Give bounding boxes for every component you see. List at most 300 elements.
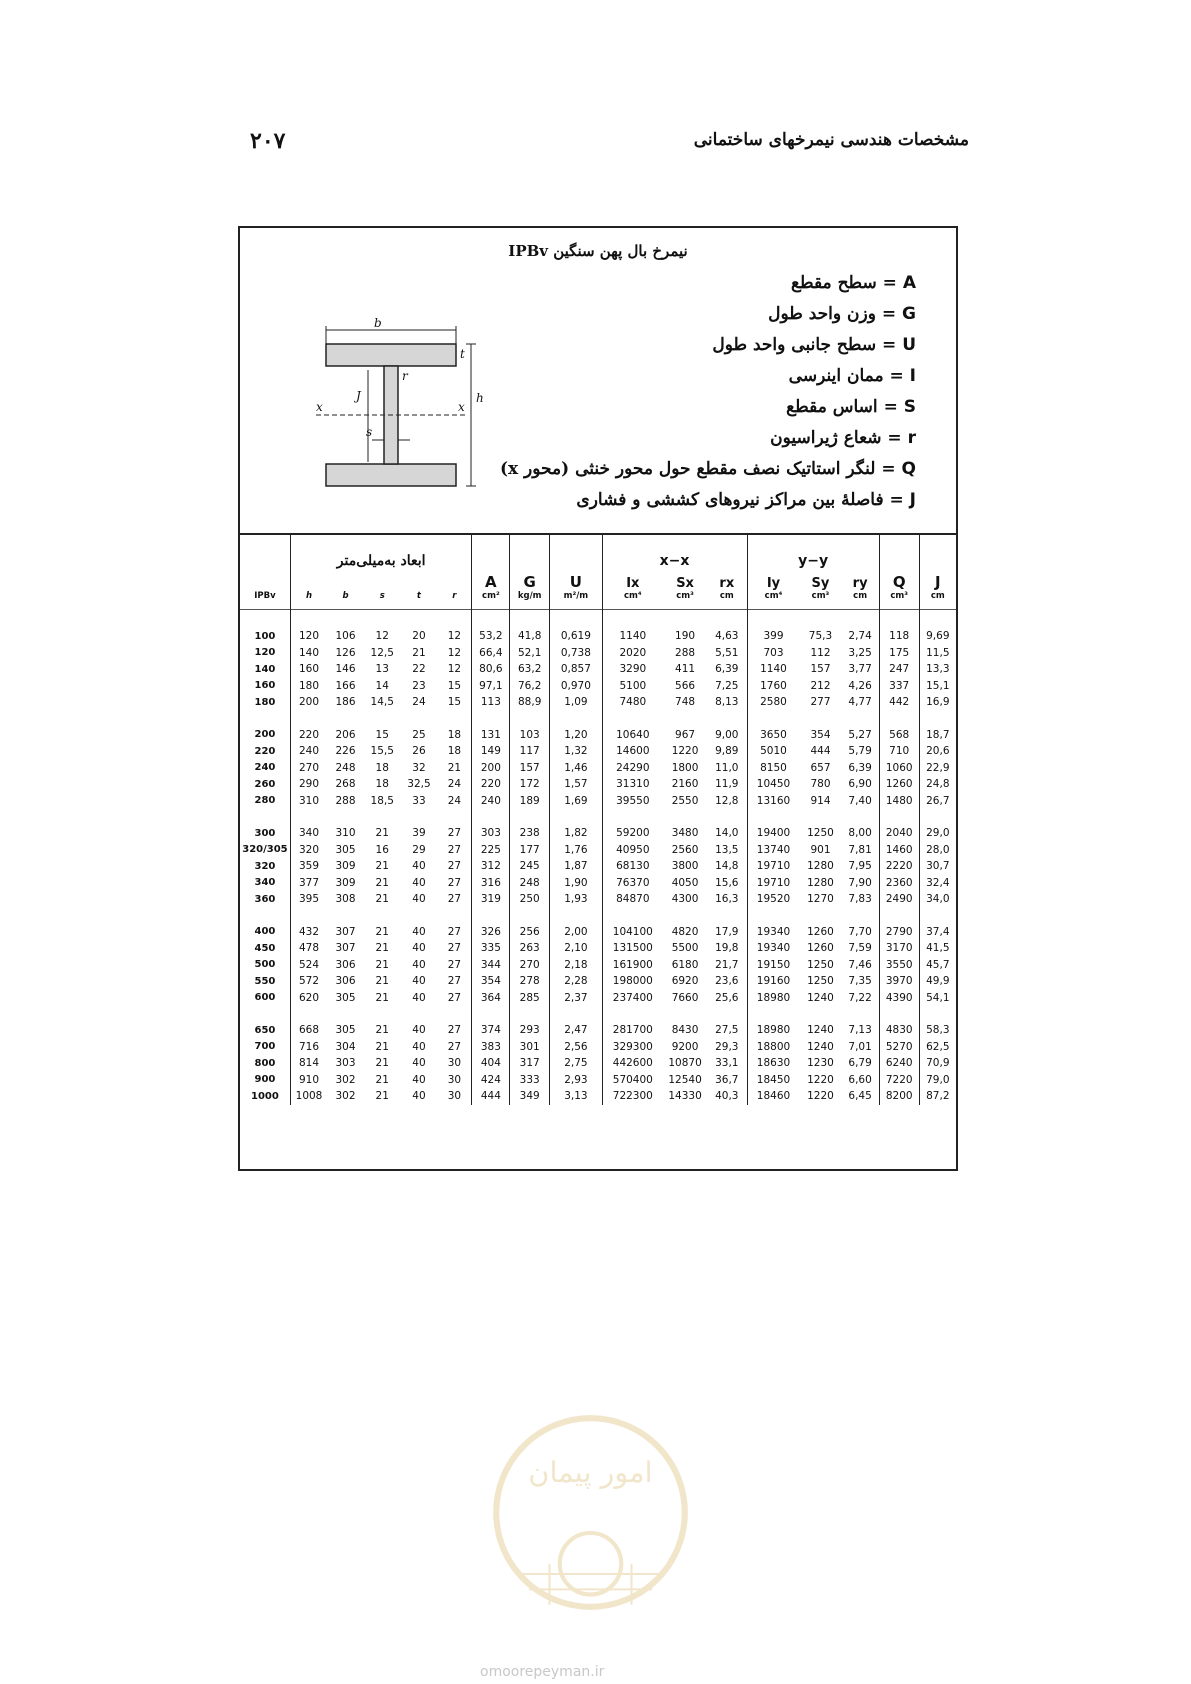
table-cell: 18800 [747, 1039, 799, 1056]
table-cell: 309 [335, 860, 356, 873]
table-row [240, 760, 956, 777]
profile-name-cell: 800 [254, 1057, 276, 1069]
table-cell: 310 [335, 827, 356, 840]
table-cell: 1140 [747, 661, 799, 678]
spacer-cell [663, 610, 707, 629]
table-cell [841, 711, 879, 727]
table-cell: 5010 [747, 743, 799, 760]
table-cell: 399 [747, 628, 799, 645]
table-cell: 30 [447, 1090, 462, 1103]
table-cell: 13740 [747, 842, 799, 859]
table-cell: 19340 [747, 940, 799, 957]
table-cell: 29,3 [715, 1040, 739, 1053]
table-cell: 442 [879, 694, 919, 711]
table-row [240, 825, 956, 842]
table-cell: 76370 [602, 875, 663, 892]
table-cell: 112 [810, 646, 831, 659]
table-cell: 1220 [671, 745, 699, 758]
unit-sy: cm³ [811, 591, 830, 601]
spacer-cell [437, 610, 472, 629]
table-cell: 1,20 [550, 727, 602, 744]
table-cell: 20,6 [919, 743, 956, 760]
table-cell: 80,6 [472, 661, 510, 678]
table-row [240, 793, 956, 810]
unit-j: cm [919, 591, 956, 610]
table-cell: 703 [747, 645, 799, 662]
table-cell [472, 809, 510, 825]
table-cell [510, 1006, 550, 1022]
table-cell: 2,00 [550, 924, 602, 941]
table-cell: 16 [375, 843, 389, 856]
table-cell: 18450 [747, 1072, 799, 1089]
table-cell: 40,3 [715, 1090, 739, 1103]
table-cell: 312 [472, 858, 510, 875]
table-cell: 3290 [602, 661, 663, 678]
spacer-cell [879, 610, 919, 629]
table-cell: 12540 [668, 1073, 702, 1086]
table-cell: 40 [412, 991, 426, 1004]
table-cell [707, 908, 747, 924]
table-cell: 2360 [879, 875, 919, 892]
table-cell: 7480 [602, 694, 663, 711]
table-cell [747, 809, 799, 825]
table-cell: 177 [510, 842, 550, 859]
legend-equals: = [876, 273, 903, 293]
table-cell: 288 [675, 646, 696, 659]
table-cell: 8,13 [715, 696, 739, 709]
table-cell [841, 908, 879, 924]
table-cell [550, 908, 602, 924]
legend-item [500, 392, 916, 423]
table-cell: 306 [335, 958, 356, 971]
table-cell: 41,8 [510, 628, 550, 645]
table-cell: 2020 [602, 645, 663, 662]
profile-name-cell: 320/305 [242, 844, 288, 856]
profile-name-cell: 650 [254, 1024, 276, 1036]
table-cell [747, 908, 799, 924]
table-cell [707, 809, 747, 825]
table-cell: 1,46 [550, 760, 602, 777]
table-cell: 37,4 [919, 924, 956, 941]
table-cell: 6,79 [848, 1057, 872, 1070]
table-cell: 1,32 [550, 743, 602, 760]
table-cell [841, 809, 879, 825]
table-cell: 9,89 [715, 745, 739, 758]
legend-title: نیمرخ بال پهن سنگین IPBv [508, 242, 688, 260]
table-cell: 307 [335, 925, 356, 938]
table-cell: 6,60 [848, 1073, 872, 1086]
profile-name-cell: 200 [254, 729, 276, 741]
col-g-header: G [510, 533, 550, 591]
table-row [240, 661, 956, 678]
table-cell: 1140 [602, 628, 663, 645]
table-cell: 70,9 [919, 1055, 956, 1072]
table-cell [663, 809, 707, 825]
table-cell: 1,82 [550, 825, 602, 842]
table-cell: 21 [375, 991, 389, 1004]
table-cell: 76,2 [510, 678, 550, 695]
table-row [240, 1072, 956, 1089]
table-cell: 1460 [879, 842, 919, 859]
table-cell: 1480 [879, 793, 919, 810]
table-cell: 58,3 [919, 1022, 956, 1039]
table-row [240, 628, 956, 645]
table-cell: 2,28 [550, 973, 602, 990]
table-cell: 1230 [807, 1057, 834, 1070]
table-cell: 293 [510, 1022, 550, 1039]
table-cell: 54,1 [919, 990, 956, 1007]
table-cell: 27,5 [715, 1024, 739, 1037]
legend-equals: = [877, 397, 904, 417]
table-cell: 27 [447, 827, 462, 840]
yy-group-header: y−y [747, 533, 879, 569]
table-cell: 7,13 [848, 1024, 872, 1037]
table-cell: 270 [290, 760, 327, 777]
spacer-cell [364, 610, 401, 629]
table-cell: 15,6 [715, 876, 739, 889]
table-cell [437, 809, 472, 825]
table-cell: 5500 [671, 942, 699, 955]
table-cell: 1280 [807, 860, 834, 873]
legend-symbol: G [902, 304, 916, 324]
table-cell: 237400 [602, 990, 663, 1007]
table-cell: 0,738 [550, 645, 602, 662]
table-cell: 21,7 [715, 958, 739, 971]
table-cell: 24 [447, 778, 462, 791]
table-cell [663, 711, 707, 727]
table-cell: 22 [412, 663, 426, 676]
profile-name-cell [240, 809, 290, 825]
table-cell: 7,40 [848, 794, 872, 807]
table-row [240, 645, 956, 662]
table-cell: 317 [510, 1055, 550, 1072]
unit-ry: cm [853, 591, 868, 601]
table-cell: 32,4 [919, 875, 956, 892]
legend-item [500, 485, 916, 516]
table-cell: 40 [412, 860, 426, 873]
i-beam-diagram [316, 316, 496, 506]
spacer-cell [327, 610, 364, 629]
table-cell: 2,10 [550, 940, 602, 957]
table-cell: 304 [335, 1040, 356, 1053]
table-cell: 52,1 [510, 645, 550, 662]
diagram-label-x: x [316, 400, 323, 414]
table-gap-row [240, 1006, 956, 1022]
table-cell: 288 [335, 794, 356, 807]
legend-equals: = [881, 428, 908, 448]
table-cell: 131 [472, 727, 510, 744]
table-row [240, 678, 956, 695]
table-cell: 1270 [807, 893, 834, 906]
table-cell: 113 [472, 694, 510, 711]
table-cell: 302 [335, 1090, 356, 1103]
table-cell: 9,69 [919, 628, 956, 645]
spacer-cell [602, 610, 663, 629]
table-cell: 30,7 [919, 858, 956, 875]
legend-text: سطح جانبی واحد طول [712, 335, 877, 355]
table-cell [663, 1006, 707, 1022]
table-cell: 225 [472, 842, 510, 859]
table-cell: 11,9 [715, 778, 739, 791]
table-cell: 2,47 [550, 1022, 602, 1039]
table-cell: 10450 [747, 776, 799, 793]
table-cell [364, 908, 401, 924]
legend-symbol: S [903, 397, 916, 417]
table-cell: 7,70 [848, 925, 872, 938]
table-cell: 12,8 [715, 794, 739, 807]
table-cell: 172 [510, 776, 550, 793]
table-cell: 247 [879, 661, 919, 678]
table-cell: 716 [290, 1039, 327, 1056]
legend-item [500, 268, 916, 299]
table-cell: 910 [290, 1072, 327, 1089]
legend-text: فاصلهٔ بین مراکز نیروهای کششی و فشاری [576, 490, 884, 510]
profile-name-cell: 700 [254, 1041, 276, 1053]
table-cell: 7,90 [848, 876, 872, 889]
table-cell: 200 [472, 760, 510, 777]
legend-list [500, 268, 916, 516]
table-cell: 20 [412, 630, 426, 643]
table-cell [747, 1006, 799, 1022]
table-cell: 301 [510, 1039, 550, 1056]
table-cell: 3970 [879, 973, 919, 990]
table-cell: 49,9 [919, 973, 956, 990]
spacer-cell [240, 610, 290, 629]
table-cell: 21 [375, 1057, 389, 1070]
unit-q: cm³ [879, 591, 919, 610]
table-cell [550, 809, 602, 825]
table-cell: 18,5 [370, 794, 394, 807]
table-cell [879, 1006, 919, 1022]
table-cell: 13 [375, 663, 389, 676]
table-cell: 75,3 [808, 630, 833, 643]
table-cell: 21 [412, 646, 426, 659]
unit-g: kg/m [510, 591, 550, 610]
table-cell: 1220 [807, 1090, 834, 1103]
table-cell [472, 711, 510, 727]
table-cell: 337 [879, 678, 919, 695]
legend-symbol: I [909, 366, 916, 386]
legend-item [500, 330, 916, 361]
table-cell: 2,75 [550, 1055, 602, 1072]
watermark-logo [488, 1410, 693, 1615]
table-cell: 22,9 [919, 760, 956, 777]
spacer-cell [919, 610, 956, 629]
table-cell: 84870 [602, 891, 663, 908]
table-cell [327, 908, 364, 924]
table-cell: 27 [447, 975, 462, 988]
table-cell: 14,0 [715, 827, 739, 840]
table-cell: 256 [510, 924, 550, 941]
table-cell: 383 [472, 1039, 510, 1056]
spacer-cell [707, 610, 747, 629]
table-cell: 1250 [807, 975, 834, 988]
table-cell: 15 [447, 679, 462, 692]
table-cell [747, 711, 799, 727]
table-cell: 568 [879, 727, 919, 744]
table-cell: 18 [447, 728, 462, 741]
table-cell: 3480 [671, 827, 699, 840]
table-cell: 103 [510, 727, 550, 744]
table-cell [472, 1006, 510, 1022]
table-cell: 39550 [602, 793, 663, 810]
table-cell: 722300 [602, 1088, 663, 1105]
table-cell [327, 809, 364, 825]
legend-equals: = [883, 366, 910, 386]
table-cell [663, 908, 707, 924]
table-cell: 33 [412, 794, 426, 807]
table-cell: 6920 [671, 975, 699, 988]
legend-item [500, 299, 916, 330]
table-cell: 349 [510, 1088, 550, 1105]
profile-name-cell: 360 [254, 893, 276, 905]
table-cell: 41,5 [919, 940, 956, 957]
table-cell [602, 908, 663, 924]
legend-text: اساس مقطع [786, 397, 878, 417]
table-cell: 9,00 [715, 728, 739, 741]
table-cell [799, 908, 841, 924]
table-cell: 14,5 [370, 696, 394, 709]
table-cell: 310 [290, 793, 327, 810]
table-cell: 7,35 [848, 975, 872, 988]
table-row [240, 891, 956, 908]
table-cell [919, 908, 956, 924]
profile-name-cell: 600 [254, 992, 276, 1004]
table-cell: 2,18 [550, 957, 602, 974]
table-row [240, 743, 956, 760]
table-cell: 63,2 [510, 661, 550, 678]
table-cell: 88,9 [510, 694, 550, 711]
table-cell: 21 [375, 925, 389, 938]
table-cell: 32,5 [407, 778, 431, 791]
legend-text: وزن واحد طول [768, 304, 876, 324]
table-cell: 657 [810, 761, 831, 774]
table-cell: 200 [290, 694, 327, 711]
table-cell: 189 [510, 793, 550, 810]
table-cell [290, 809, 327, 825]
table-cell: 12 [447, 663, 462, 676]
profile-name-cell: 550 [254, 975, 276, 987]
table-cell: 180 [290, 678, 327, 695]
table-cell: 21 [447, 761, 462, 774]
table-cell: 395 [290, 891, 327, 908]
table-cell: 14600 [602, 743, 663, 760]
legend-symbol: U [902, 335, 916, 355]
table-cell: 7,22 [848, 991, 872, 1004]
table-cell: 4,77 [848, 696, 872, 709]
table-cell: 118 [879, 628, 919, 645]
table-cell: 18980 [747, 1022, 799, 1039]
table-cell: 18 [447, 745, 462, 758]
table-cell: 620 [290, 990, 327, 1007]
profile-name-cell: 1000 [251, 1090, 279, 1102]
table-cell: 5100 [602, 678, 663, 695]
table-cell: 13,3 [919, 661, 956, 678]
table-cell: 206 [335, 728, 356, 741]
table-cell: 6,90 [848, 778, 872, 791]
table-cell: 31310 [602, 776, 663, 793]
legend-item [500, 361, 916, 392]
table-cell: 1,87 [550, 858, 602, 875]
table-cell: 226 [335, 745, 356, 758]
table-cell: 1240 [807, 991, 834, 1004]
table-cell: 19150 [747, 957, 799, 974]
table-cell: 18460 [747, 1088, 799, 1105]
table-cell: 23 [412, 679, 426, 692]
table-cell: 240 [290, 743, 327, 760]
table-cell: 2220 [879, 858, 919, 875]
table-cell: 27 [447, 1040, 462, 1053]
profile-name-cell: 100 [254, 630, 276, 642]
table-cell [290, 908, 327, 924]
table-cell [437, 711, 472, 727]
table-cell: 21 [375, 876, 389, 889]
table-row [240, 776, 956, 793]
table-cell [707, 711, 747, 727]
table-gap-row [240, 711, 956, 727]
col-a-header: A [472, 533, 510, 591]
table-body [240, 610, 956, 1105]
table-cell: 432 [290, 924, 327, 941]
table-cell: 268 [335, 778, 356, 791]
legend-symbol: Q [901, 459, 916, 479]
table-cell: 21 [375, 1024, 389, 1037]
table-cell [364, 711, 401, 727]
table-cell [919, 809, 956, 825]
legend-equals: = [875, 304, 903, 324]
table-cell: 1250 [807, 958, 834, 971]
table-cell: 572 [290, 973, 327, 990]
table-cell [602, 809, 663, 825]
table-cell: 27 [447, 958, 462, 971]
table-cell: 320 [290, 842, 327, 859]
legend-symbol: J [909, 490, 916, 510]
table-cell: 27 [447, 991, 462, 1004]
table-cell: 12 [447, 630, 462, 643]
table-row [240, 1022, 956, 1039]
table-cell: 27 [447, 942, 462, 955]
table-cell: 62,5 [919, 1039, 956, 1056]
table-cell: 3800 [671, 860, 699, 873]
table-cell: 748 [675, 696, 696, 709]
table-cell: 21 [375, 1090, 389, 1103]
diagram-label-t: t [460, 347, 465, 361]
table-row [240, 957, 956, 974]
table-cell: 21 [375, 942, 389, 955]
table-cell [799, 1006, 841, 1022]
table-cell [327, 711, 364, 727]
table-cell [401, 809, 438, 825]
table-cell: 263 [510, 940, 550, 957]
table-spacer-row [240, 610, 956, 629]
table-cell [510, 809, 550, 825]
diagram-label-r: r [402, 369, 408, 383]
spacer-cell [290, 610, 327, 629]
table-cell: 19340 [747, 924, 799, 941]
table-cell: 377 [290, 875, 327, 892]
table-cell: 4390 [879, 990, 919, 1007]
table-cell: 33,1 [715, 1057, 739, 1070]
table-cell: 7,81 [848, 843, 872, 856]
table-cell: 307 [335, 942, 356, 955]
table-cell: 281700 [602, 1022, 663, 1039]
table-cell: 11,5 [919, 645, 956, 662]
table-cell: 27 [447, 925, 462, 938]
table-cell [401, 908, 438, 924]
table-cell: 319 [472, 891, 510, 908]
table-cell: 220 [290, 727, 327, 744]
table-cell: 316 [472, 875, 510, 892]
